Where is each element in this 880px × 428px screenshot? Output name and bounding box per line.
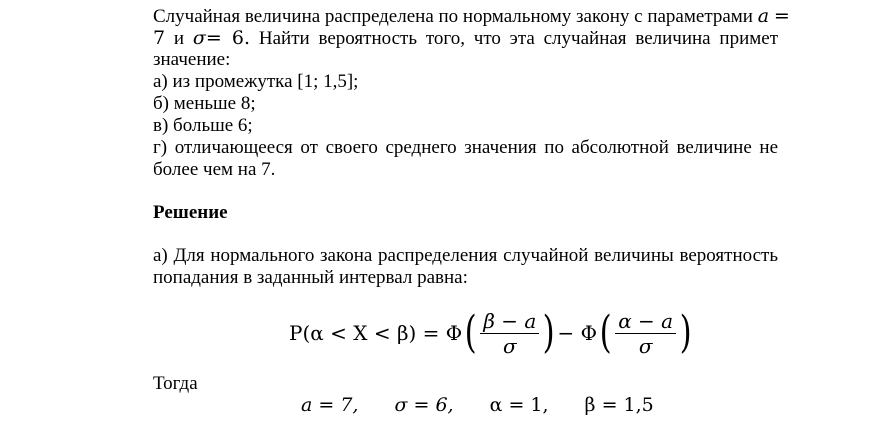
sigma-value: = 6. [205, 27, 251, 49]
fraction-1-numerator: β − a [480, 309, 539, 334]
solution-heading: Решение [153, 202, 228, 223]
item-b: б) меньше 8; [153, 93, 256, 114]
conjunction: и [173, 28, 185, 49]
fraction-2-denominator: σ [638, 333, 653, 358]
param-a-value: 7 [153, 27, 166, 49]
formula-minus-phi: − Φ [557, 321, 598, 345]
then-label: Тогда [153, 373, 198, 394]
problem-line-2 [153, 27, 778, 50]
param-alpha: α = 1, [489, 394, 549, 416]
sigma-symbol: σ [192, 27, 206, 49]
item-a: а) из промежутка [1; 1,5]; [153, 71, 359, 92]
paren-close-1: ) [542, 307, 555, 358]
fraction-1-denominator: σ [503, 333, 517, 358]
problem-line-3: значение: [153, 49, 231, 70]
fraction-2-numerator: α − a [615, 309, 676, 334]
problem-line-2-text: Найти вероятность того, что эта случайная величина примет [258, 28, 779, 49]
probability-formula [289, 303, 694, 363]
param-a-symbol: a [757, 5, 770, 27]
equals-sign: = [773, 5, 790, 27]
problem-line-1-text: Случайная величина распределена по нормальному закону с параметрами [153, 6, 753, 27]
item-g-line-1: г) отличающееся от своего среднего значения по абсолютной величине не [153, 137, 778, 158]
item-g-line-2: более чем на 7. [153, 159, 276, 180]
parameter-values [301, 393, 654, 417]
param-a: a = 7, [301, 394, 359, 416]
param-beta: β = 1,5 [584, 394, 654, 416]
paren-close-2: ) [679, 307, 692, 358]
param-sigma: σ = 6, [394, 394, 454, 416]
problem-line-1 [153, 5, 790, 28]
fraction-2 [615, 309, 676, 358]
paren-open-2: ( [599, 307, 612, 358]
fraction-1 [480, 309, 539, 358]
paren-open-1: ( [464, 307, 477, 358]
formula-lhs: P(α < X < β) = Φ [289, 321, 463, 345]
solution-para-line-2: попадания в заданный интервал равна: [153, 267, 468, 288]
solution-para-line-1: а) Для нормального закона распределения случайной величины вероятность [153, 245, 778, 266]
item-v: в) больше 6; [153, 115, 253, 136]
